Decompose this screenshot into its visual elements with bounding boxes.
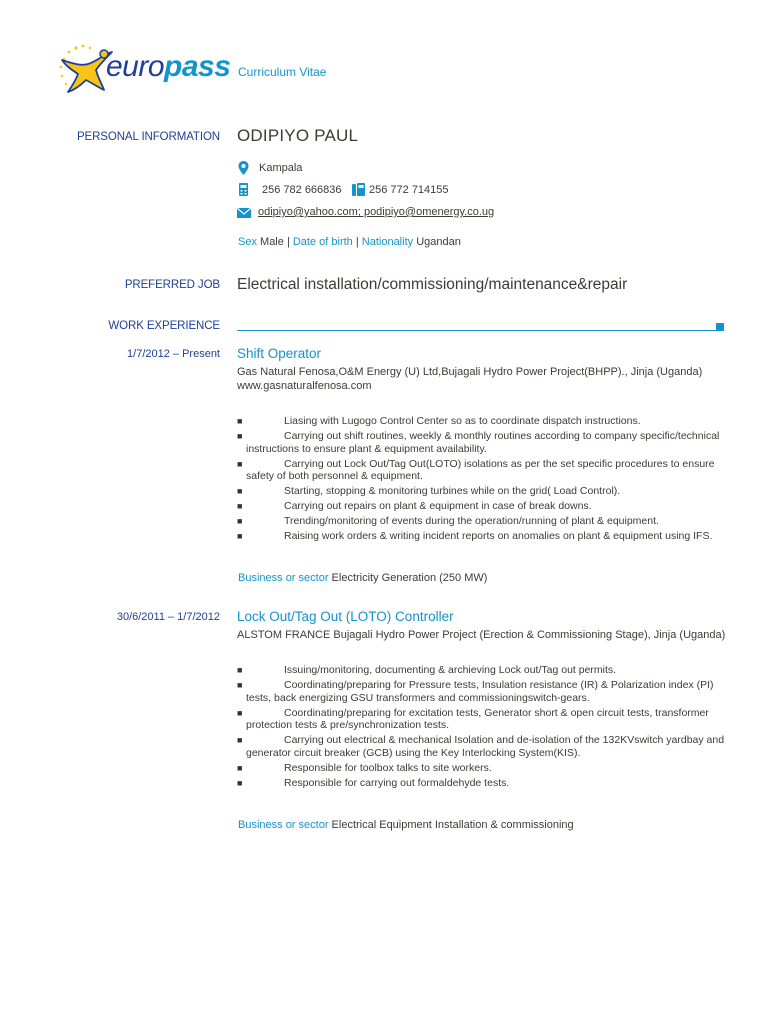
list-item: ■ Carrying out electrical & mechanical Isolation and de-isolation of the 132KVswitch yardbay and generator circuit breaker (GCB) using the Key Interlocking System(KIS). (237, 734, 725, 759)
job-duties-list (237, 664, 737, 792)
list-item: ■ Liasing with Lugogo Control Center so as to coordinate dispatch instructions. (237, 415, 641, 427)
bullet-icon: ■ (237, 707, 243, 718)
personal-information-label: PERSONAL INFORMATION (76, 131, 220, 143)
list-item: ■ Carrying out repairs on plant & equipment in case of break downs. (237, 500, 592, 512)
bullet-icon: ■ (237, 762, 243, 773)
list-item: ■ Responsible for toolbox talks to site workers. (237, 761, 492, 774)
list-item: ■ Coordinating/preparing for excitation tests, Generator short & open circuit tests, transformer protection tests & pre/synchronization tests. (237, 706, 709, 731)
phone-icon (238, 183, 249, 196)
candidate-name: ODIPIYO PAUL (237, 126, 359, 145)
date-of-birth-label: Date of birth (292, 236, 353, 248)
business-sector-value: Electricity Generation (250 MW) (331, 572, 488, 584)
bullet-icon: ■ (237, 516, 243, 526)
bullet-icon: ■ (237, 501, 243, 511)
nationality-label: Nationality (361, 236, 414, 248)
job-title: Lock Out/Tag Out (LOTO) Controller (237, 609, 454, 624)
list-item: ■ Carrying out shift routines, weekly & monthly routines according to company specific/technical instructions to ensure plant & equipment availability. (237, 430, 720, 455)
job-employer: Gas Natural Fenosa,O&M Energy (U) Ltd,Bujagali Hydro Power Project(BHPP)., Jinja (Uganda) (237, 366, 703, 378)
bullet-icon: ■ (237, 680, 243, 690)
bullet-icon: ■ (237, 735, 243, 745)
bullet-icon: ■ (237, 431, 243, 441)
list-item: ■ Carrying out Lock Out/Tag Out(LOTO) isolations as per the set specific procedures to ensure safety of both personnel & equipment. (237, 457, 715, 482)
logo-text-pass: pass (164, 50, 231, 83)
job-title: Shift Operator (237, 346, 322, 361)
list-item: ■ Responsible for carrying out formaldehyde tests. (237, 776, 510, 789)
list-item: ■ Starting, stopping & monitoring turbines while on the grid( Load Control). (237, 485, 621, 497)
list-item: ■ Raising work orders & writing incident reports on anomalies on plant & equipment using IFS. (237, 530, 713, 542)
job-employer: ALSTOM FRANCE Bujagali Hydro Power Project (Erection & Commissioning Stage), Jinja (Uganda) (237, 629, 726, 641)
logo-text-euro: euro (106, 50, 165, 83)
phone-number-primary: 256 782 666836 (262, 184, 342, 196)
separator: | (286, 236, 290, 248)
list-item: ■ Trending/monitoring of events during the operation/running of plant & equipment. (237, 515, 659, 527)
business-sector-label: Business or sector (238, 819, 329, 831)
job-dates: 30/6/2011 – 1/7/2012 (116, 611, 220, 623)
job-dates: 1/7/2012 – Present (127, 348, 220, 360)
email-icon (237, 208, 251, 218)
personal-details-line (238, 236, 461, 248)
bullet-icon: ■ (237, 416, 243, 426)
business-sector-value: Electrical Equipment Installation & commissioning (331, 819, 574, 831)
list-item: ■ Coordinating/preparing for Pressure tests, Insulation resistance (IR) & Polarization index (PI) tests, back energizing GSU transformers and commissioningswitch-gears. (237, 679, 714, 704)
section-divider-line (237, 330, 717, 331)
bullet-icon: ■ (237, 777, 243, 788)
business-sector-line (238, 572, 487, 584)
email-link[interactable]: odipiyo@yahoo.com; podipiyo@omenergy.co.ug (258, 206, 495, 218)
mobile-phone-icon (352, 183, 365, 196)
phone-number-mobile: 256 772 714155 (369, 184, 449, 196)
bullet-icon: ■ (237, 665, 243, 675)
location-text: Kampala (259, 162, 303, 174)
bullet-icon: ■ (237, 531, 243, 541)
nationality-value: Ugandan (416, 236, 461, 248)
separator: | (355, 236, 359, 248)
preferred-job-value: Electrical installation/commissioning/maintenance&repair (237, 276, 628, 293)
list-item: ■ Issuing/monitoring, documenting & archieving Lock out/Tag out permits. (237, 664, 617, 676)
business-sector-line (238, 819, 574, 831)
europass-logo (52, 40, 231, 100)
location-pin-icon (238, 161, 249, 175)
bullet-icon: ■ (237, 458, 243, 469)
job-employer-website: www.gasnaturalfenosa.com (237, 380, 372, 392)
section-divider-square (716, 323, 724, 331)
job-duties-list (237, 415, 737, 545)
preferred-job-label: PREFERRED JOB (124, 279, 220, 291)
bullet-icon: ■ (237, 486, 243, 496)
business-sector-label: Business or sector (238, 572, 329, 584)
sex-value: Male (260, 236, 284, 248)
document-title: Curriculum Vitae (238, 65, 327, 79)
sex-label: Sex (238, 236, 257, 248)
work-experience-label: WORK EXPERIENCE (108, 320, 220, 332)
